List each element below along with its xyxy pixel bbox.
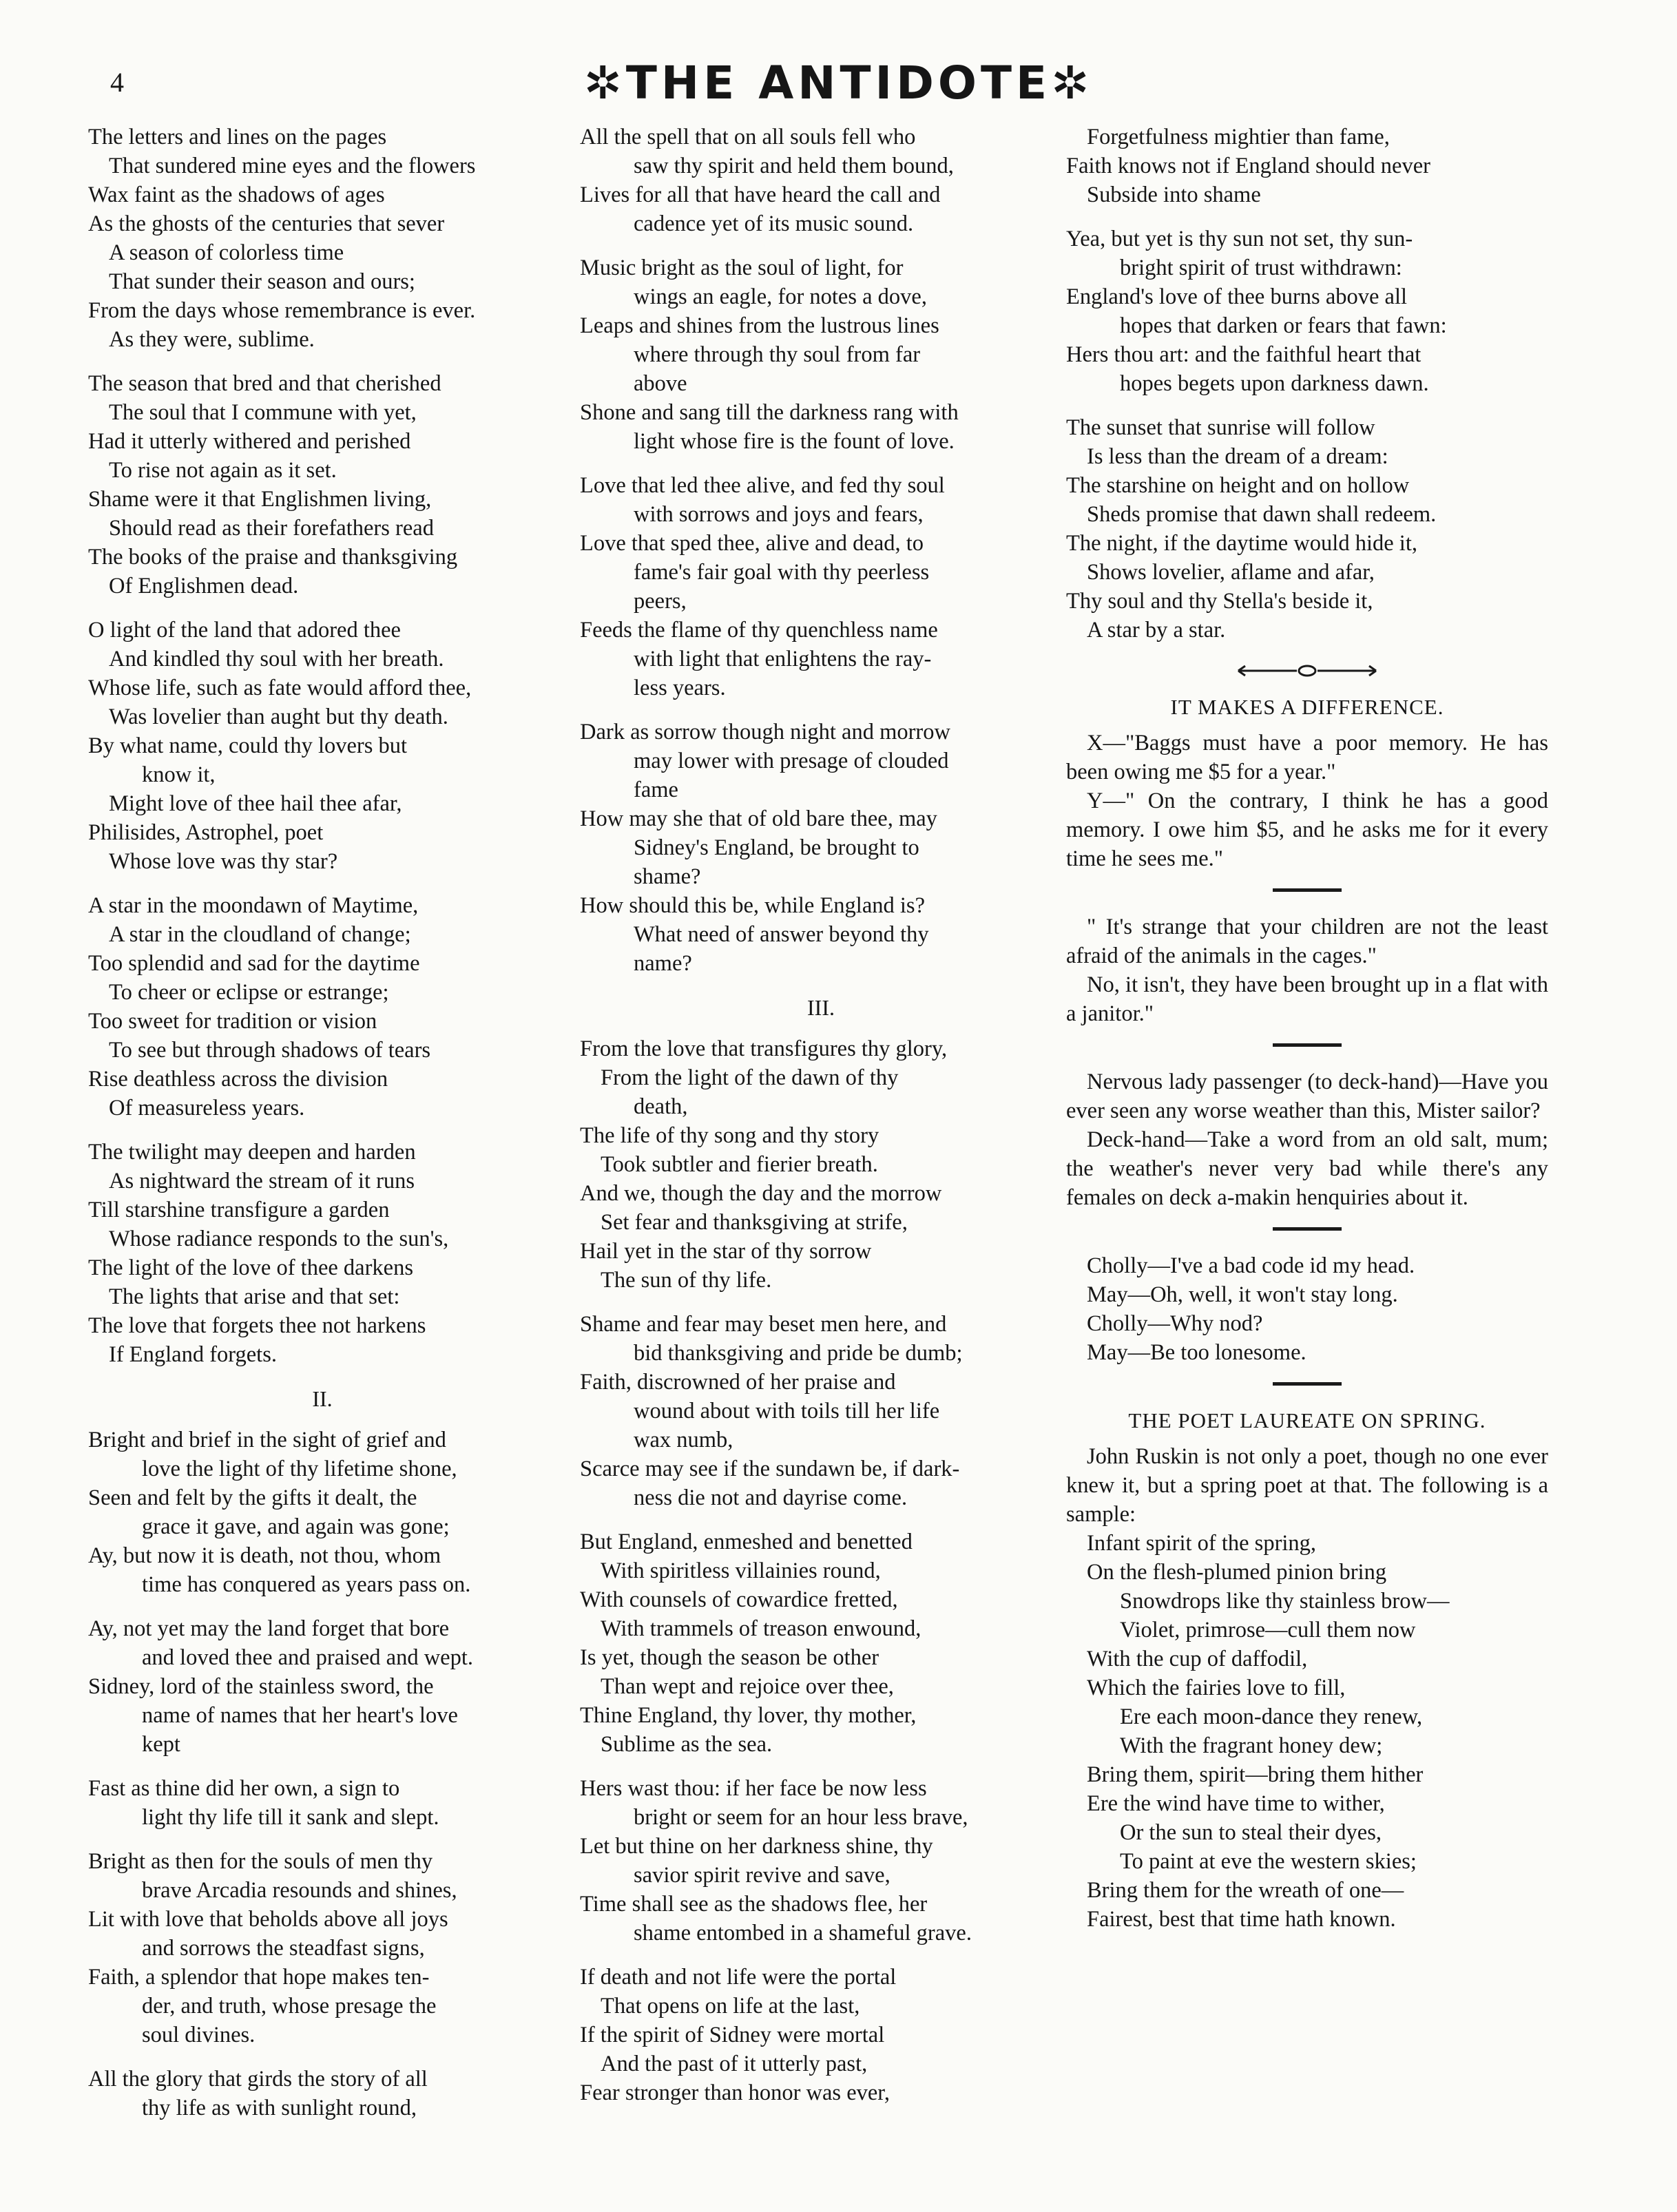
poem-stanza — [580, 1527, 1062, 1759]
poem-line: name? — [634, 951, 692, 976]
poem-line: Hers thou art: and the faithful heart that — [1066, 342, 1421, 367]
poem-line: shame entombed in a shameful grave. — [634, 1921, 972, 1945]
poem-line: with sorrows and joys and fears, — [634, 502, 924, 527]
poem-line: O light of the land that adored thee — [88, 618, 401, 643]
ornament-divider — [1066, 660, 1548, 680]
poem-line: Fast as thine did her own, a sign to — [88, 1776, 400, 1801]
spring-intro: John Ruskin is not only a poet, though no one ever knew it, but a spring poet at that. The following is a sample: — [1066, 1444, 1548, 1527]
poem-line: name of names that her heart's love — [142, 1703, 458, 1728]
section-divider — [1273, 1382, 1342, 1386]
poem-stanza — [88, 1138, 556, 1369]
poem-line: Time shall see as the shadows flee, her — [580, 1892, 928, 1917]
poem-line: Hail yet in the star of thy sorrow — [580, 1239, 872, 1264]
poem-line: Sidney, lord of the stainless sword, the — [88, 1674, 434, 1699]
poem-stanza — [580, 1034, 1062, 1295]
poem-line: light thy life till it sank and slept. — [142, 1805, 439, 1830]
poem-line: And the past of it utterly past, — [601, 2052, 868, 2076]
cholly-line-2: May—Oh, well, it won't stay long. — [1087, 1282, 1398, 1307]
poem-line: That opens on life at the last, — [601, 1994, 860, 2018]
poem-line: soul divines. — [142, 2023, 256, 2047]
spring-poem-line: Infant spirit of the spring, — [1087, 1531, 1317, 1556]
spring-poem-line: Which the fairies love to fill, — [1087, 1676, 1346, 1700]
poem-line: The night, if the daytime would hide it, — [1066, 531, 1417, 556]
cages-paragraph-1: " It's strange that your children are not the least afraid of the animals in the cages." — [1066, 915, 1548, 968]
spring-poem-line: On the flesh-plumed pinion bring — [1087, 1560, 1387, 1585]
section-number: II. — [312, 1386, 333, 1411]
poem-line: may lower with presage of clouded — [634, 749, 949, 773]
poem-line: With counsels of cowardice fretted, — [580, 1587, 898, 1612]
poem-line: The sunset that sunrise will follow — [1066, 415, 1375, 440]
poem-line: Scarce may see if the sundawn be, if dark- — [580, 1457, 960, 1481]
poem-stanza — [88, 1426, 556, 1599]
poem-line: Rise deathless across the division — [88, 1067, 388, 1092]
spring-poem-line: Bring them, spirit—bring them hither — [1087, 1762, 1424, 1787]
poem-line: Set fear and thanksgiving at strife, — [601, 1210, 908, 1235]
poem-line: By what name, could thy lovers but — [88, 733, 408, 758]
poem-line: The books of the praise and thanksgiving — [88, 545, 458, 570]
poem-stanza — [88, 123, 556, 354]
poem-line: Whose life, such as fate would afford thee, — [88, 676, 472, 700]
poem-line: Music bright as the soul of light, for — [580, 255, 904, 280]
poem-line: All the spell that on all souls fell who — [580, 125, 916, 149]
poem-line: Feeds the flame of thy quenchless name — [580, 618, 938, 643]
poem-line: and loved thee and praised and wept. — [142, 1645, 474, 1670]
poem-line: kept — [142, 1732, 180, 1757]
poem-line: And kindled thy soul with her breath. — [109, 647, 444, 671]
section-divider — [1273, 1043, 1342, 1047]
poem-line: And we, though the day and the morrow — [580, 1181, 942, 1206]
spring-poem-line: Snowdrops like thy stainless brow— — [1120, 1589, 1450, 1614]
spring-poem-line: Ere the wind have time to wither, — [1087, 1791, 1385, 1816]
poem-line: Thine England, thy lover, thy mother, — [580, 1703, 917, 1728]
poem-line: Hers wast thou: if her face be now less — [580, 1776, 927, 1801]
poem-stanza — [1066, 123, 1548, 209]
poem-line: Leaps and shines from the lustrous lines — [580, 313, 939, 338]
poem-continuation — [1066, 123, 1548, 645]
poem-line: From the light of the dawn of thy — [601, 1065, 899, 1090]
poem-line: A star by a star. — [1087, 618, 1226, 643]
column-1 — [88, 123, 556, 2138]
poem-line: der, and truth, whose presage the — [142, 1994, 437, 2018]
page-number: 4 — [110, 67, 124, 98]
poem-line: Whose love was thy star? — [109, 849, 338, 874]
poem-line: bright or seem for an hour less brave, — [634, 1805, 968, 1830]
poem-line: All the glory that girds the story of all — [88, 2067, 428, 2091]
poem-line: wings an eagle, for notes a dove, — [634, 284, 927, 309]
poem-line: From the days whose remembrance is ever. — [88, 298, 476, 323]
poem-line: Wax faint as the shadows of ages — [88, 182, 385, 207]
spring-poem-line: Bring them for the wreath of one— — [1087, 1878, 1404, 1903]
poem-line: saw thy spirit and held them bound, — [634, 154, 954, 178]
poem-line: Ay, but now it is death, not thou, whom — [88, 1543, 441, 1568]
poem-line: Bright and brief in the sight of grief and — [88, 1428, 446, 1452]
spring-poem — [1066, 1529, 1548, 1934]
article-title-difference: IT MAKES A DIFFERENCE. — [1170, 695, 1444, 719]
poem-line: That sundered mine eyes and the flowers — [109, 154, 476, 178]
poem-stanza — [88, 616, 556, 876]
poem-stanza — [580, 1774, 1062, 1948]
poem-line: The twilight may deepen and harden — [88, 1140, 416, 1165]
poem-line: and sorrows the steadfast signs, — [142, 1936, 425, 1961]
poem-line: The soul that I commune with yet, — [109, 400, 417, 425]
poem-line: hopes begets upon darkness dawn. — [1120, 371, 1429, 396]
poem-line: Was lovelier than aught but thy death. — [109, 705, 448, 729]
poem-line: Shame were it that Englishmen living, — [88, 487, 432, 512]
spring-poem-line: Fairest, best that time hath known. — [1087, 1907, 1396, 1932]
poem-line: What need of answer beyond thy — [634, 922, 929, 947]
section-divider — [1273, 1227, 1342, 1231]
poem-line: death, — [634, 1094, 688, 1119]
cholly-line-3: Cholly—Why nod? — [1087, 1311, 1263, 1336]
poem-line: Subside into shame — [1087, 182, 1261, 207]
poem-line: Sheds promise that dawn shall redeem. — [1087, 502, 1437, 527]
poem-line: less years. — [634, 676, 726, 700]
poem-line: The sun of thy life. — [601, 1268, 772, 1293]
poem-line: To see but through shadows of tears — [109, 1038, 431, 1063]
column-2 — [580, 123, 1062, 2122]
poem-line: If death and not life were the portal — [580, 1965, 897, 1990]
poem-stanza — [88, 369, 556, 601]
poem-line: A star in the cloudland of change; — [109, 922, 411, 947]
poem-line: Love that led thee alive, and fed thy soul — [580, 473, 945, 498]
poem-line: A star in the moondawn of Maytime, — [88, 893, 419, 918]
poem-stanza — [88, 1774, 556, 1832]
poem-line: wax numb, — [634, 1428, 733, 1452]
poem-line: fame's fair goal with thy peerless — [634, 560, 930, 585]
poem-line: To cheer or eclipse or estrange; — [109, 980, 389, 1005]
poem-line: Yea, but yet is thy sun not set, thy sun- — [1066, 227, 1413, 251]
poem-line: Till starshine transfigure a garden — [88, 1198, 390, 1222]
poem-line: thy life as with sunlight round, — [142, 2096, 417, 2120]
poem-line: grace it gave, and again was gone; — [142, 1514, 450, 1539]
poem-line: Lives for all that have heard the call and — [580, 182, 941, 207]
difference-paragraph-1: X—"Baggs must have a poor memory. He has been owing me $5 for a year." — [1066, 731, 1548, 784]
poem-line: hopes that darken or fears that fawn: — [1120, 313, 1447, 338]
poem-line: Had it utterly withered and perished — [88, 429, 411, 454]
poem-line: Sidney's England, be brought to — [634, 835, 919, 860]
poem-line: The lights that arise and that set: — [109, 1284, 400, 1309]
cholly-line-4: May—Be too lonesome. — [1087, 1340, 1306, 1365]
poem-line: shame? — [634, 864, 701, 889]
poem-line: Shame and fear may beset men here, and — [580, 1312, 947, 1337]
spring-poem-line: With the fragrant honey dew; — [1120, 1733, 1383, 1758]
poem-line: love the light of thy lifetime shone, — [142, 1457, 457, 1481]
poem-line: Took subtler and fierier breath. — [601, 1152, 878, 1177]
poem-line: peers, — [634, 589, 687, 614]
poem-line: savior spirit revive and save, — [634, 1863, 890, 1888]
poem-stanza — [580, 123, 1062, 238]
poem-line: Should read as their forefathers read — [109, 516, 434, 541]
sailor-paragraph-2: Deck-hand—Take a word from an old salt, mum; the weather's never very bad while there's any females on deck a-makin henquiries about it. — [1066, 1127, 1548, 1210]
poem-line: time has conquered as years pass on. — [142, 1572, 471, 1597]
poem-line: Bright as then for the souls of men thy — [88, 1849, 433, 1874]
poem-line: How may she that of old bare thee, may — [580, 806, 937, 831]
poem-line: fame — [634, 778, 678, 802]
poem-line: Of measureless years. — [109, 1096, 305, 1120]
poem-stanza — [88, 1614, 556, 1759]
poem-line: Philisides, Astrophel, poet — [88, 820, 324, 845]
column-3 — [1066, 123, 1548, 1934]
poem-line: bright spirit of trust withdrawn: — [1120, 255, 1402, 280]
poem-line: Too splendid and sad for the daytime — [88, 951, 420, 976]
poem-line: The light of the love of thee darkens — [88, 1255, 413, 1280]
poem-line: Shone and sang till the darkness rang with — [580, 400, 959, 425]
spring-poem-line: Or the sun to steal their dyes, — [1120, 1820, 1382, 1845]
spring-poem-line: Ere each moon-dance they renew, — [1120, 1704, 1423, 1729]
spring-poem-line: With the cup of daffodil, — [1087, 1647, 1308, 1671]
poem-line: brave Arcadia resounds and shines, — [142, 1878, 457, 1903]
poem-line: Faith, discrowned of her praise and — [580, 1370, 896, 1395]
poem-line: Is less than the dream of a dream: — [1087, 444, 1388, 469]
poem-line: Love that sped thee, alive and dead, to — [580, 531, 924, 556]
poem-stanza — [88, 1847, 556, 2049]
poem-line: above — [634, 371, 687, 396]
poem-line: wound about with toils till her life — [634, 1399, 940, 1423]
poem-line: With trammels of treason enwound, — [601, 1616, 921, 1641]
poem-line: From the love that transfigures thy glory, — [580, 1036, 948, 1061]
poem-line: If England forgets. — [109, 1342, 277, 1367]
poem-stanza — [88, 891, 556, 1123]
poem-stanza — [580, 253, 1062, 456]
poem-line: As they were, sublime. — [109, 327, 315, 352]
poem-line: Than wept and rejoice over thee, — [601, 1674, 894, 1699]
poem-stanza — [580, 1310, 1062, 1512]
poem-line: How should this be, while England is? — [580, 893, 925, 918]
section-number: III. — [807, 995, 835, 1020]
poem-stanza — [580, 1963, 1062, 2107]
poem-line: Faith knows not if England should never — [1066, 154, 1430, 178]
poem-stanza — [580, 471, 1062, 702]
poem-line: where through thy soul from far — [634, 342, 921, 367]
poem-line: As the ghosts of the centuries that sever — [88, 211, 445, 236]
poem-line: cadence yet of its music sound. — [634, 211, 914, 236]
cholly-line-1: Cholly—I've a bad code id my head. — [1087, 1253, 1415, 1278]
poem-line: Ay, not yet may the land forget that bore — [88, 1616, 450, 1641]
poem-line: Too sweet for tradition or vision — [88, 1009, 377, 1034]
poem-line: bid thanksgiving and pride be dumb; — [634, 1341, 963, 1366]
poem-line: Sublime as the sea. — [601, 1732, 773, 1757]
poem-line: ness die not and dayrise come. — [634, 1485, 908, 1510]
poem-line: Whose radiance responds to the sun's, — [109, 1227, 449, 1251]
spring-poem-line: To paint at eve the western skies; — [1120, 1849, 1417, 1874]
poem-line: As nightward the stream of it runs — [109, 1169, 415, 1193]
poem-line: Might love of thee hail thee afar, — [109, 791, 402, 816]
poem-line: Is yet, though the season be other — [580, 1645, 879, 1670]
poem-line: light whose fire is the fount of love. — [634, 429, 955, 454]
poem-line: Seen and felt by the gifts it dealt, the — [88, 1485, 417, 1510]
poem-line: Fear stronger than honor was ever, — [580, 2080, 890, 2105]
poem-line: The life of thy song and thy story — [580, 1123, 879, 1148]
poem-line: Shows lovelier, aflame and afar, — [1087, 560, 1375, 585]
poem-line: with light that enlightens the ray- — [634, 647, 932, 671]
poem-stanza — [580, 718, 1062, 978]
poem-line: Dark as sorrow though night and morrow — [580, 720, 950, 744]
poem-line: The letters and lines on the pages — [88, 125, 387, 149]
poem-stanza — [1066, 413, 1548, 645]
poem-line: To rise not again as it set. — [109, 458, 337, 483]
poem-stanza — [1066, 225, 1548, 398]
article-title-spring: THE POET LAUREATE ON SPRING. — [1128, 1408, 1486, 1432]
poem-line: know it, — [142, 762, 216, 787]
poem-line: With spiritless villainies round, — [601, 1558, 881, 1583]
spring-poem-line: Violet, primrose—cull them now — [1120, 1618, 1416, 1642]
poem-line: Lit with love that beholds above all joys — [88, 1907, 448, 1932]
poem-line: Forgetfulness mightier than fame, — [1087, 125, 1390, 149]
poem-line: Of Englishmen dead. — [109, 574, 299, 598]
section-divider — [1273, 888, 1342, 892]
poem-line: Thy soul and thy Stella's beside it, — [1066, 589, 1373, 614]
sailor-paragraph-1: Nervous lady passenger (to deck-hand)—Have you ever seen any worse weather than this, Mister sailor? — [1066, 1070, 1548, 1123]
poem-line: England's love of thee burns above all — [1066, 284, 1408, 309]
masthead-title: ✲THE ANTIDOTE✲ — [583, 56, 1094, 109]
poem-line: A season of colorless time — [109, 240, 344, 265]
poem-line: Faith, a splendor that hope makes ten- — [88, 1965, 430, 1990]
difference-paragraph-2: Y—" On the contrary, I think he has a good memory. I owe him $5, and he asks me for it every time he sees me." — [1066, 789, 1548, 871]
cages-paragraph-2: No, it isn't, they have been brought up in a flat with a janitor." — [1066, 972, 1548, 1026]
poem-line: The love that forgets thee not harkens — [88, 1313, 426, 1338]
poem-line: If the spirit of Sidney were mortal — [580, 2023, 885, 2047]
poem-line: The starshine on height and on hollow — [1066, 473, 1410, 498]
poem-line: Let but thine on her darkness shine, thy — [580, 1834, 933, 1859]
poem-line: The season that bred and that cherished — [88, 371, 441, 396]
poem-stanza — [88, 2065, 556, 2122]
poem-line: But England, enmeshed and benetted — [580, 1530, 913, 1554]
poem-line: That sunder their season and ours; — [109, 269, 415, 294]
